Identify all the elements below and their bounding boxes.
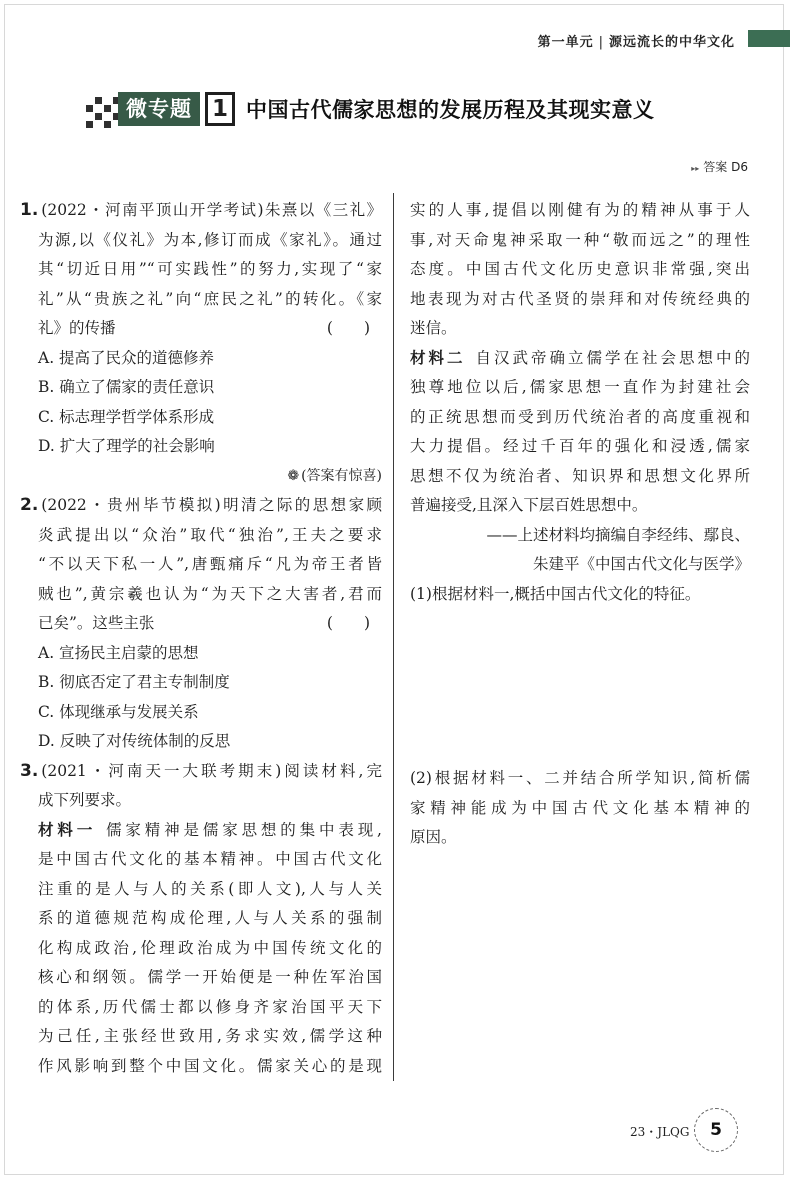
- material1-line: 化构成政治,伦理政治成为中国传统文化的: [38, 938, 382, 957]
- question-number: 2.: [20, 495, 39, 515]
- q2-stem-end: 已矣”。这些主张: [38, 614, 155, 632]
- option-d[interactable]: D. 反映了对传统体制的反思: [38, 732, 231, 750]
- material1-line: [20, 816, 382, 846]
- material1-line: 的体系,历代儒士都以修身齐家治国平天下: [38, 997, 382, 1016]
- material2-text: 自汉武帝确立儒学在社会思想中的: [475, 348, 750, 367]
- option-c[interactable]: C. 体现继承与发展关系: [38, 702, 199, 721]
- q2-line: 贼也”,黄宗羲也认为“为天下之大害者,君而: [38, 584, 382, 603]
- option-a[interactable]: A. 宣扬民主启蒙的思想: [38, 643, 199, 662]
- sub-question-2: 家精神能成为中国古代文化基本精神的: [410, 798, 750, 817]
- citation-line: ——上述材料均摘编自李经纬、鄢良、: [486, 525, 750, 544]
- unit-label: 第一单元: [537, 35, 594, 50]
- page-number: 5: [694, 1108, 738, 1152]
- material1-line: 地表现为对古代圣贤的崇拜和对传统经典的: [410, 289, 750, 308]
- material1-line: 作风影响到整个中国文化。儒家关心的是现: [38, 1056, 382, 1075]
- material1-text: 儒家精神是儒家思想的集中表现,: [106, 820, 382, 839]
- q1-line: 礼”从“贵族之礼”向“庶民之礼”的转化。《家: [38, 289, 382, 308]
- answer-reference: [691, 158, 748, 175]
- sub-question-2: (2)根据材料一、二并结合所学知识,简析儒: [410, 769, 750, 787]
- q2-line: [20, 609, 382, 639]
- q1-text: (2022・河南平顶山开学考试)朱熹以《三礼》: [41, 201, 382, 219]
- arrow-icon: ▸▸: [691, 164, 700, 173]
- sub-question-1: (1)根据材料一,概括中国古代文化的特征。: [410, 584, 701, 603]
- unit-title: 源远流长的中华文化: [608, 35, 735, 50]
- surprise-note: [20, 462, 382, 492]
- material2-line: 大力提倡。经过千百年的强化和浸透,儒家: [410, 437, 750, 455]
- material1-line: 注重的是人与人的关系(即人文),人与人关: [38, 879, 382, 898]
- q2-text: (2022・贵州毕节模拟)明清之际的思想家顾: [41, 496, 382, 514]
- running-header: 第一单元 | 源远流长的中华文化: [537, 35, 735, 50]
- material1-line: 核心和纲领。儒学一开始便是一种佐军治国: [38, 968, 382, 986]
- right-column: [410, 196, 750, 853]
- material1-line: 实的人事,提倡以刚健有为的精神从事于人: [410, 201, 750, 219]
- q1-line: [20, 196, 382, 226]
- column-divider: [393, 193, 394, 1081]
- q3-line: [20, 757, 382, 787]
- material1-line: 事,对天命鬼神采取一种“敬而远之”的理性: [410, 230, 750, 249]
- question-number: 1.: [20, 200, 39, 220]
- sub-question-2: 原因。: [410, 828, 457, 846]
- material2-line: 普遍接受,且深入下层百姓思想中。: [410, 496, 648, 514]
- topic-number: 1: [205, 92, 235, 126]
- option-c[interactable]: C. 标志理学哲学体系形成: [38, 407, 215, 426]
- option-d[interactable]: D. 扩大了理学的社会影响: [38, 437, 215, 455]
- material1-line: 系的道德规范构成伦理,人与人关系的强制: [38, 909, 382, 927]
- book-code: 23・JLQG: [630, 1125, 690, 1139]
- option-b[interactable]: B. 确立了儒家的责任意识: [38, 378, 215, 396]
- note-text: (答案有惊喜): [301, 467, 382, 484]
- q1-line: 其“切近日用”“可实践性”的努力,实现了“家: [38, 260, 382, 278]
- answer-blank[interactable]: ( ): [326, 614, 370, 632]
- material2-line: 思想不仅为统治者、知识界和思想文化界所: [410, 466, 750, 485]
- header-accent-bar: [748, 30, 790, 47]
- material2-label: 材料二: [410, 348, 466, 367]
- micro-topic-badge: 微专题: [118, 92, 200, 126]
- q3-text: (2021・河南天一大联考期末)阅读材料,完: [41, 761, 382, 780]
- q1-line: 为源,以《仪礼》为本,修订而成《家礼》。通过: [38, 230, 382, 249]
- q2-line: 炎武提出以“众治”取代“独治”,王夫之要求: [38, 525, 382, 544]
- material2-line: [410, 344, 750, 374]
- option-a[interactable]: A. 提高了民众的道德修养: [38, 348, 215, 367]
- material2-line: 的正统思想而受到历代统治者的高度重视和: [410, 407, 750, 426]
- answer-ref-text: 答案 D6: [703, 160, 748, 174]
- left-column: [20, 196, 382, 1081]
- material1-line: 态度。中国古代文化历史意识非常强,突出: [410, 260, 750, 278]
- citation-line: 朱建平《中国古代文化与医学》: [532, 555, 750, 573]
- material1-line: 为己任,主张经世致用,务求实效,儒学这种: [38, 1027, 382, 1045]
- answer-blank[interactable]: ( ): [326, 319, 370, 337]
- material1-label: 材料一: [38, 820, 97, 839]
- q3-line: 成下列要求。: [38, 791, 132, 809]
- material1-line: 是中国古代文化的基本精神。中国古代文化: [38, 850, 382, 868]
- q1-line: [20, 314, 382, 344]
- q1-stem-end: 礼》的传播: [38, 319, 116, 337]
- option-b[interactable]: B. 彻底否定了君主专制制度: [38, 673, 230, 691]
- material2-line: 独尊地位以后,儒家思想一直作为封建社会: [410, 378, 750, 396]
- question-number: 3.: [20, 760, 39, 781]
- q2-line: [20, 491, 382, 521]
- gift-icon: ❁: [287, 467, 300, 484]
- q2-line: “不以天下私一人”,唐甄痛斥“凡为帝王者皆: [38, 555, 382, 573]
- page-title: 中国古代儒家思想的发展历程及其现实意义: [246, 98, 655, 122]
- answer-space-1[interactable]: [410, 609, 750, 764]
- material1-line: 迷信。: [410, 319, 457, 337]
